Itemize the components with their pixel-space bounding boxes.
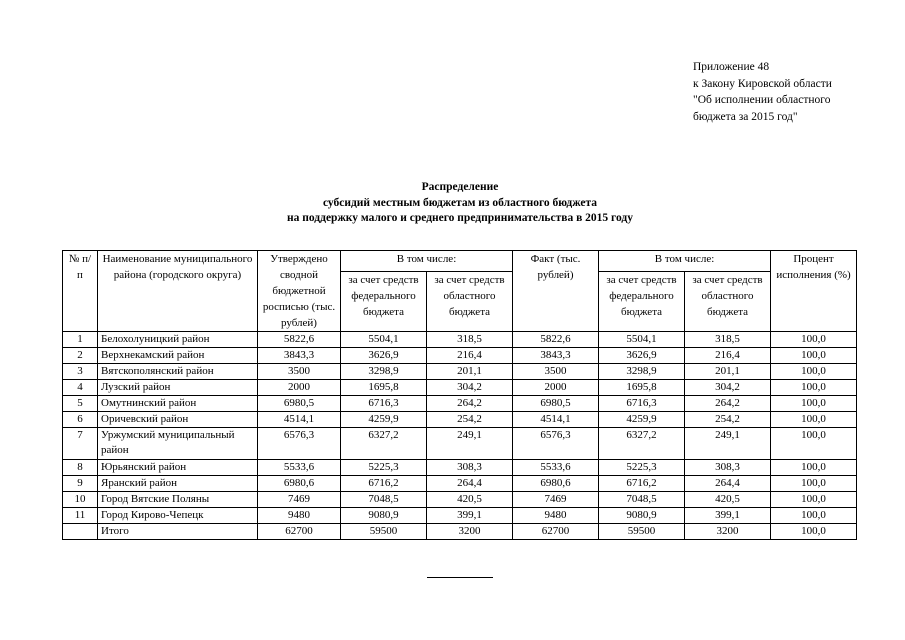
cell-percent: 100,0 [771, 460, 857, 476]
table-row [63, 508, 857, 524]
cell-approved: 9480 [258, 508, 341, 524]
title-line: на поддержку малого и среднего предпринимательства в 2015 году [287, 212, 633, 224]
cell-regional-approved: 249,1 [427, 428, 513, 460]
cell-federal-approved: 59500 [341, 524, 427, 540]
cell-federal-approved: 7048,5 [341, 492, 427, 508]
cell-regional-fact: 201,1 [685, 364, 771, 380]
cell-regional-fact: 264,4 [685, 476, 771, 492]
cell-percent: 100,0 [771, 428, 857, 460]
cell-federal-approved: 6716,3 [341, 396, 427, 412]
cell-federal-approved: 3298,9 [341, 364, 427, 380]
cell-district: Лузский район [98, 380, 258, 396]
cell-federal-fact: 3626,9 [599, 348, 685, 364]
table-row [63, 476, 857, 492]
cell-regional-approved: 216,4 [427, 348, 513, 364]
cell-regional-approved: 3200 [427, 524, 513, 540]
cell-federal-approved: 6327,2 [341, 428, 427, 460]
cell-federal-approved: 5225,3 [341, 460, 427, 476]
cell-federal-fact: 5225,3 [599, 460, 685, 476]
cell-regional-approved: 304,2 [427, 380, 513, 396]
header-regional-1: за счет средств областного бюджета [427, 271, 513, 331]
subsidies-table [62, 250, 857, 540]
table-row [63, 364, 857, 380]
cell-num: 6 [63, 412, 98, 428]
cell-regional-fact: 420,5 [685, 492, 771, 508]
table-row [63, 332, 857, 348]
cell-regional-fact: 216,4 [685, 348, 771, 364]
cell-approved: 6980,6 [258, 476, 341, 492]
cell-federal-approved: 6716,2 [341, 476, 427, 492]
cell-federal-approved: 3626,9 [341, 348, 427, 364]
table-row [63, 428, 857, 460]
cell-district: Вятскополянский район [98, 364, 258, 380]
cell-fact: 4514,1 [513, 412, 599, 428]
cell-approved: 2000 [258, 380, 341, 396]
cell-federal-fact: 1695,8 [599, 380, 685, 396]
cell-fact: 3500 [513, 364, 599, 380]
cell-regional-fact: 3200 [685, 524, 771, 540]
cell-regional-fact: 304,2 [685, 380, 771, 396]
cell-federal-fact: 9080,9 [599, 508, 685, 524]
appendix-line: "Об исполнении областного [693, 94, 831, 106]
footer-divider [427, 577, 493, 578]
cell-regional-approved: 201,1 [427, 364, 513, 380]
cell-approved: 6980,5 [258, 396, 341, 412]
cell-num: 8 [63, 460, 98, 476]
cell-percent: 100,0 [771, 412, 857, 428]
table-row [63, 348, 857, 364]
cell-district: Оричевский район [98, 412, 258, 428]
cell-fact: 5533,6 [513, 460, 599, 476]
cell-percent: 100,0 [771, 332, 857, 348]
cell-fact: 9480 [513, 508, 599, 524]
title-line: Распределение [421, 181, 499, 193]
appendix-line: к Закону Кировской области [693, 77, 832, 90]
header-num: № п/п [63, 251, 98, 332]
cell-percent: 100,0 [771, 364, 857, 380]
cell-num: 7 [63, 428, 98, 460]
cell-percent: 100,0 [771, 492, 857, 508]
cell-percent: 100,0 [771, 380, 857, 396]
cell-approved: 4514,1 [258, 412, 341, 428]
cell-district: Итого [98, 524, 258, 540]
appendix-note [693, 59, 832, 125]
total-row [63, 524, 857, 540]
cell-num: 9 [63, 476, 98, 492]
table-row [63, 380, 857, 396]
cell-regional-approved: 399,1 [427, 508, 513, 524]
cell-fact: 6576,3 [513, 428, 599, 460]
cell-federal-fact: 6327,2 [599, 428, 685, 460]
cell-federal-approved: 5504,1 [341, 332, 427, 348]
cell-regional-fact: 308,3 [685, 460, 771, 476]
cell-regional-approved: 420,5 [427, 492, 513, 508]
document-title [150, 180, 770, 227]
table-row [63, 492, 857, 508]
cell-regional-approved: 308,3 [427, 460, 513, 476]
cell-federal-approved: 4259,9 [341, 412, 427, 428]
title-line: субсидий местным бюджетам из областного бюджета [322, 196, 598, 209]
cell-regional-approved: 264,4 [427, 476, 513, 492]
cell-district: Город Вятские Поляны [98, 492, 258, 508]
cell-regional-approved: 264,2 [427, 396, 513, 412]
cell-federal-fact: 3298,9 [599, 364, 685, 380]
cell-num: 10 [63, 492, 98, 508]
appendix-line: Приложение 48 [693, 61, 770, 73]
header-regional-2: за счет средств областного бюджета [685, 271, 771, 331]
cell-num: 11 [63, 508, 98, 524]
cell-approved: 3500 [258, 364, 341, 380]
cell-federal-approved: 1695,8 [341, 380, 427, 396]
cell-percent: 100,0 [771, 476, 857, 492]
cell-approved: 6576,3 [258, 428, 341, 460]
cell-district: Город Кирово-Чепецк [98, 508, 258, 524]
table-header [63, 251, 857, 332]
cell-district: Белохолуницкий район [98, 332, 258, 348]
cell-regional-fact: 318,5 [685, 332, 771, 348]
table-row [63, 412, 857, 428]
cell-fact: 3843,3 [513, 348, 599, 364]
header-percent: Процент исполнения (%) [771, 251, 857, 332]
cell-num [63, 524, 98, 540]
cell-num: 4 [63, 380, 98, 396]
header-federal-1: за счет средств федерального бюджета [341, 271, 427, 331]
cell-num: 2 [63, 348, 98, 364]
header-including-2: В том числе: [599, 251, 771, 272]
cell-regional-approved: 254,2 [427, 412, 513, 428]
cell-federal-fact: 7048,5 [599, 492, 685, 508]
cell-fact: 2000 [513, 380, 599, 396]
header-including-1: В том числе: [341, 251, 513, 272]
cell-district: Верхнекамский район [98, 348, 258, 364]
cell-district: Омутнинский район [98, 396, 258, 412]
cell-fact: 62700 [513, 524, 599, 540]
table-row [63, 396, 857, 412]
cell-district: Уржумский муниципальный район [98, 428, 258, 460]
header-federal-2: за счет средств федерального бюджета [599, 271, 685, 331]
cell-fact: 5822,6 [513, 332, 599, 348]
cell-fact: 6980,6 [513, 476, 599, 492]
cell-fact: 6980,5 [513, 396, 599, 412]
cell-regional-fact: 254,2 [685, 412, 771, 428]
cell-approved: 3843,3 [258, 348, 341, 364]
cell-regional-fact: 399,1 [685, 508, 771, 524]
cell-regional-fact: 264,2 [685, 396, 771, 412]
cell-federal-fact: 6716,3 [599, 396, 685, 412]
cell-federal-fact: 4259,9 [599, 412, 685, 428]
cell-federal-fact: 5504,1 [599, 332, 685, 348]
cell-approved: 62700 [258, 524, 341, 540]
appendix-line: бюджета за 2015 год" [693, 110, 798, 123]
cell-percent: 100,0 [771, 524, 857, 540]
cell-num: 3 [63, 364, 98, 380]
cell-percent: 100,0 [771, 508, 857, 524]
cell-num: 5 [63, 396, 98, 412]
cell-approved: 5822,6 [258, 332, 341, 348]
cell-district: Юрьянский район [98, 460, 258, 476]
header-fact: Факт (тыс. рублей) [513, 251, 599, 332]
table-body [63, 332, 857, 540]
header-approved: Утверждено сводной бюджетной росписью (тыс. рублей) [258, 251, 341, 332]
cell-num: 1 [63, 332, 98, 348]
cell-approved: 7469 [258, 492, 341, 508]
cell-regional-approved: 318,5 [427, 332, 513, 348]
cell-federal-fact: 6716,2 [599, 476, 685, 492]
cell-percent: 100,0 [771, 348, 857, 364]
cell-fact: 7469 [513, 492, 599, 508]
cell-federal-approved: 9080,9 [341, 508, 427, 524]
header-name: Наименование муниципального района (городского округа) [98, 251, 258, 332]
cell-percent: 100,0 [771, 396, 857, 412]
cell-district: Яранский район [98, 476, 258, 492]
cell-approved: 5533,6 [258, 460, 341, 476]
cell-regional-fact: 249,1 [685, 428, 771, 460]
cell-federal-fact: 59500 [599, 524, 685, 540]
table-row [63, 460, 857, 476]
